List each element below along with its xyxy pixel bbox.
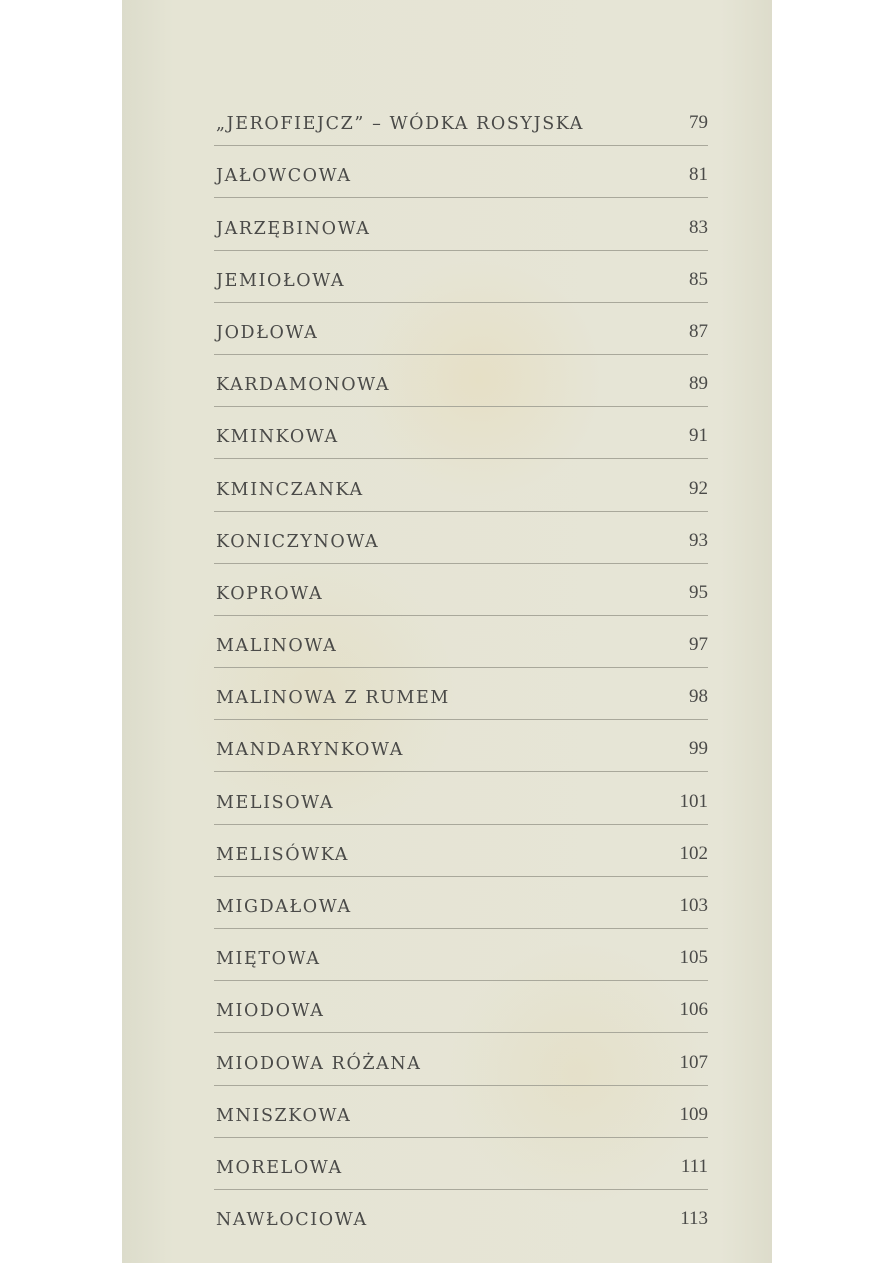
toc-entry bbox=[214, 512, 708, 564]
toc-entry-title: MALINOWA bbox=[216, 636, 338, 657]
toc-entry bbox=[214, 668, 708, 720]
toc-entry-title: KARDAMONOWA bbox=[216, 375, 391, 396]
toc-entry-title: MNISZKOWA bbox=[216, 1105, 352, 1126]
toc-entry-title: MIGDAŁOWA bbox=[216, 897, 352, 917]
toc-entry bbox=[214, 564, 708, 616]
toc-entry-title: MELISÓWKA bbox=[216, 844, 349, 865]
toc-entry-page-number: 113 bbox=[680, 1208, 708, 1230]
toc-entry-page-number: 92 bbox=[689, 477, 708, 499]
toc-entry-page-number: 109 bbox=[679, 1103, 708, 1125]
toc-entry-page-number: 111 bbox=[680, 1155, 708, 1177]
toc-entry-title: MALINOWA Z RUMEM bbox=[216, 688, 450, 709]
toc-entry bbox=[214, 303, 708, 355]
toc-entry-title: JEMIOŁOWA bbox=[216, 270, 346, 291]
toc-entry-page-number: 83 bbox=[689, 216, 708, 238]
toc-entry bbox=[214, 251, 708, 303]
toc-entry-title: KMINKOWA bbox=[216, 427, 339, 448]
toc-entry-title: JAŁOWCOWA bbox=[216, 166, 352, 187]
toc-entry-page-number: 87 bbox=[689, 320, 708, 342]
toc-entry-title: MANDARYNKOWA bbox=[216, 740, 404, 761]
toc-entry bbox=[214, 1138, 708, 1190]
toc-entry-page-number: 95 bbox=[689, 581, 708, 603]
toc-entry bbox=[214, 981, 708, 1033]
book-page bbox=[122, 0, 772, 1263]
toc-entry bbox=[214, 355, 708, 407]
toc-entry-title: KMINCZANKA bbox=[216, 479, 364, 500]
toc-entry bbox=[214, 146, 708, 198]
toc-entry-title: MIODOWA RÓŻANA bbox=[216, 1053, 422, 1074]
toc-entry bbox=[214, 616, 708, 668]
toc-entry bbox=[214, 929, 708, 981]
toc-entry bbox=[214, 720, 708, 772]
toc-entry-page-number: 107 bbox=[679, 1051, 708, 1073]
toc-entry bbox=[214, 1086, 708, 1138]
toc-entry-title: MELISOWA bbox=[216, 792, 335, 813]
toc-entry-title: KONICZYNOWA bbox=[216, 531, 380, 552]
toc-entry-page-number: 98 bbox=[689, 686, 708, 708]
toc-entry-title: JODŁOWA bbox=[216, 322, 319, 343]
toc-entry-title: MIODOWA bbox=[216, 1001, 325, 1022]
table-of-contents bbox=[214, 94, 708, 1241]
toc-entry-page-number: 81 bbox=[689, 164, 708, 186]
toc-entry-page-number: 101 bbox=[679, 790, 708, 812]
toc-entry-page-number: 106 bbox=[679, 999, 708, 1021]
toc-entry bbox=[214, 772, 708, 824]
toc-entry bbox=[214, 459, 708, 511]
toc-entry-page-number: 102 bbox=[679, 842, 708, 864]
toc-entry-page-number: 105 bbox=[679, 947, 708, 969]
toc-entry bbox=[214, 877, 708, 929]
toc-entry-page-number: 93 bbox=[689, 529, 708, 551]
toc-entry-title: NAWŁOCIOWA bbox=[216, 1210, 368, 1231]
toc-entry bbox=[214, 825, 708, 877]
toc-entry-page-number: 89 bbox=[689, 373, 708, 395]
toc-entry-page-number: 85 bbox=[689, 268, 708, 290]
toc-entry-page-number: 79 bbox=[689, 112, 708, 134]
toc-entry-page-number: 97 bbox=[689, 634, 708, 656]
toc-entry bbox=[214, 198, 708, 250]
toc-entry-page-number: 99 bbox=[689, 738, 708, 760]
toc-entry bbox=[214, 1190, 708, 1241]
toc-entry-page-number: 91 bbox=[689, 425, 708, 447]
toc-entry bbox=[214, 94, 708, 146]
toc-entry-title: „JEROFIEJCZ” – WÓDKA ROSYJSKA bbox=[216, 114, 584, 135]
toc-entry-title: KOPROWA bbox=[216, 583, 324, 604]
toc-entry bbox=[214, 407, 708, 459]
toc-entry-page-number: 103 bbox=[679, 895, 708, 916]
toc-entry-title: JARZĘBINOWA bbox=[216, 218, 371, 239]
toc-entry-title: MIĘTOWA bbox=[216, 949, 321, 970]
toc-entry-title: MORELOWA bbox=[216, 1157, 343, 1178]
toc-entry bbox=[214, 1033, 708, 1085]
